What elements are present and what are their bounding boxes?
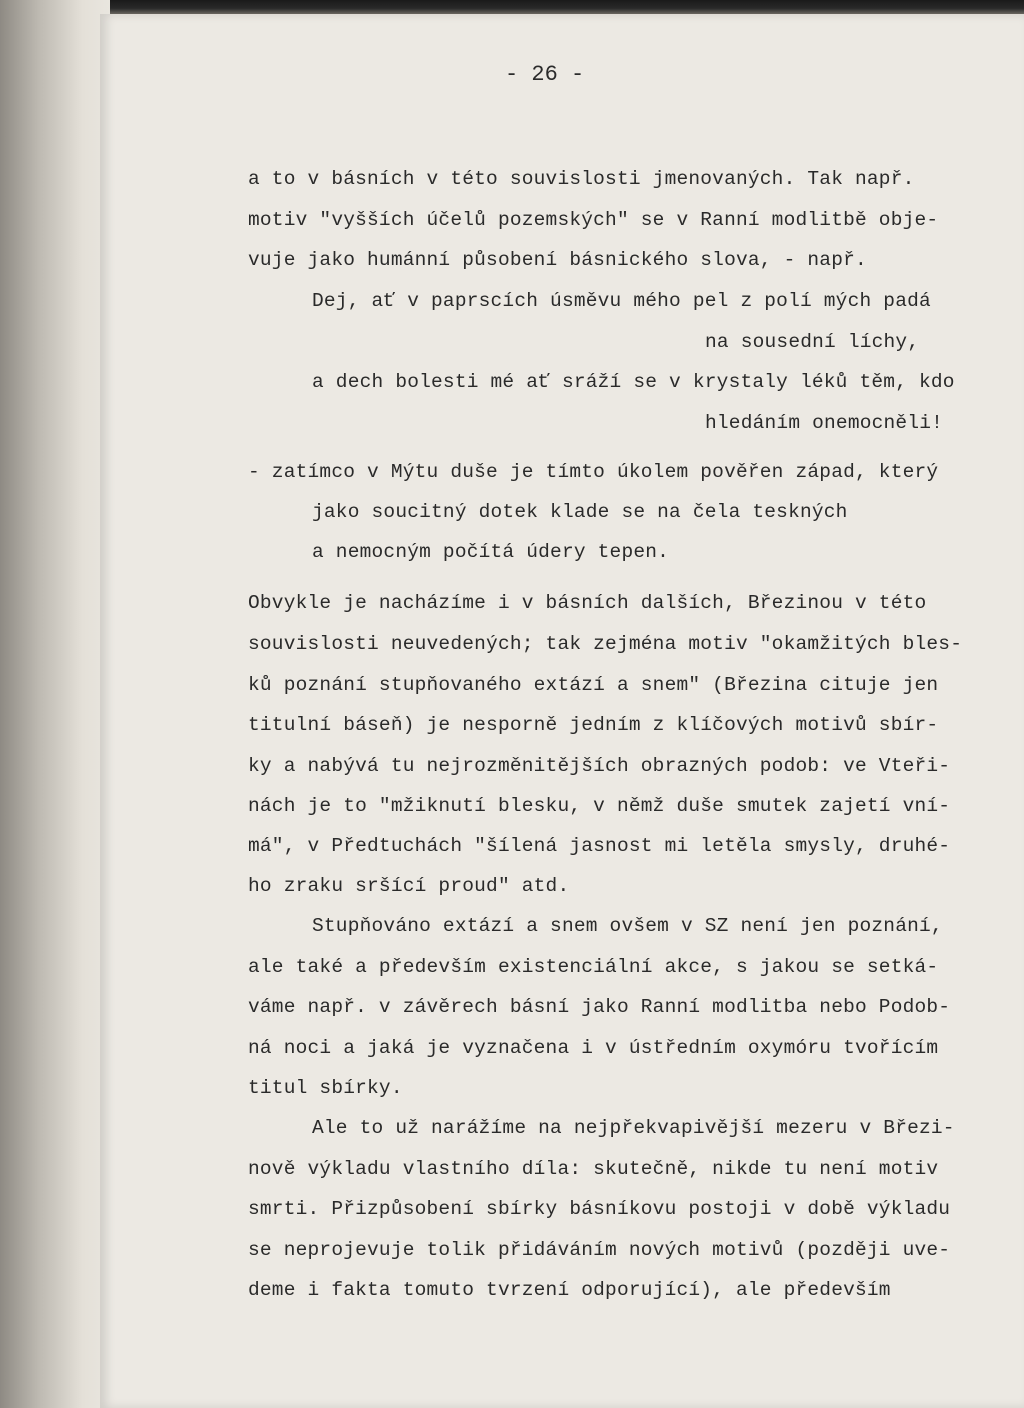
text-line: ky a nabývá tu nejrozměnitějších obrazných podob: ve Vteři- bbox=[248, 755, 951, 777]
scan-top-border bbox=[0, 0, 1024, 14]
text-line: Dej, ať v paprscích úsměvu mého pel z polí mých padá bbox=[312, 290, 931, 312]
page-number: - 26 - bbox=[505, 62, 585, 87]
text-line: Stupňováno extází a snem ovšem v SZ není jen poznání, bbox=[312, 915, 943, 937]
text-line: váme např. v závěrech básní jako Ranní modlitba nebo Podob- bbox=[248, 996, 951, 1018]
text-line: má", v Předtuchách "šílená jasnost mi letěla smysly, druhé- bbox=[248, 835, 951, 857]
text-line: a dech bolesti mé ať sráží se v krystaly léků těm, kdo bbox=[312, 371, 955, 393]
text-line: jako soucitný dotek klade se na čela teskných bbox=[312, 501, 848, 523]
text-line: - zatímco v Mýtu duše je tímto úkolem pověřen západ, který bbox=[248, 461, 939, 483]
text-line: ků poznání stupňovaného extází a snem" (Březina cituje jen bbox=[248, 674, 939, 696]
text-line: titul sbírky. bbox=[248, 1077, 403, 1099]
text-line: souvislosti neuvedených; tak zejména motiv "okamžitých bles- bbox=[248, 633, 963, 655]
text-line: Obvykle je nacházíme i v básních dalších, Březinou v této bbox=[248, 592, 927, 614]
text-line: deme i fakta tomuto tvrzení odporující), ale především bbox=[248, 1279, 891, 1301]
text-line: motiv "vyšších účelů pozemských" se v Ranní modlitbě obje- bbox=[248, 209, 939, 231]
text-line: na sousední líchy, bbox=[705, 331, 920, 353]
text-line: a to v básních v této souvislosti jmenovaných. Tak např. bbox=[248, 168, 915, 190]
text-line: nách je to "mžiknutí blesku, v němž duše smutek zajetí vní- bbox=[248, 795, 951, 817]
text-line: Ale to už narážíme na nejpřekvapivější mezeru v Březi- bbox=[312, 1117, 955, 1139]
text-line: ho zraku sršící proud" atd. bbox=[248, 875, 570, 897]
scan-left-margin bbox=[0, 0, 110, 1408]
text-line: hledáním onemocněli! bbox=[705, 412, 944, 434]
text-line: nově výkladu vlastního díla: skutečně, nikde tu není motiv bbox=[248, 1158, 939, 1180]
text-line: ale také a především existenciální akce, s jakou se setká- bbox=[248, 956, 939, 978]
text-line: vuje jako humánní působení básnického slova, - např. bbox=[248, 249, 867, 271]
text-line: ná noci a jaká je vyznačena i v ústředním oxymóru tvořícím bbox=[248, 1037, 939, 1059]
text-line: se neprojevuje tolik přidáváním nových motivů (později uve- bbox=[248, 1239, 951, 1261]
text-line: smrti. Přizpůsobení sbírky básníkovu postoji v době výkladu bbox=[248, 1198, 951, 1220]
text-line: titulní báseň) je nesporně jedním z klíčových motivů sbír- bbox=[248, 714, 939, 736]
text-line: a nemocným počítá údery tepen. bbox=[312, 541, 670, 563]
